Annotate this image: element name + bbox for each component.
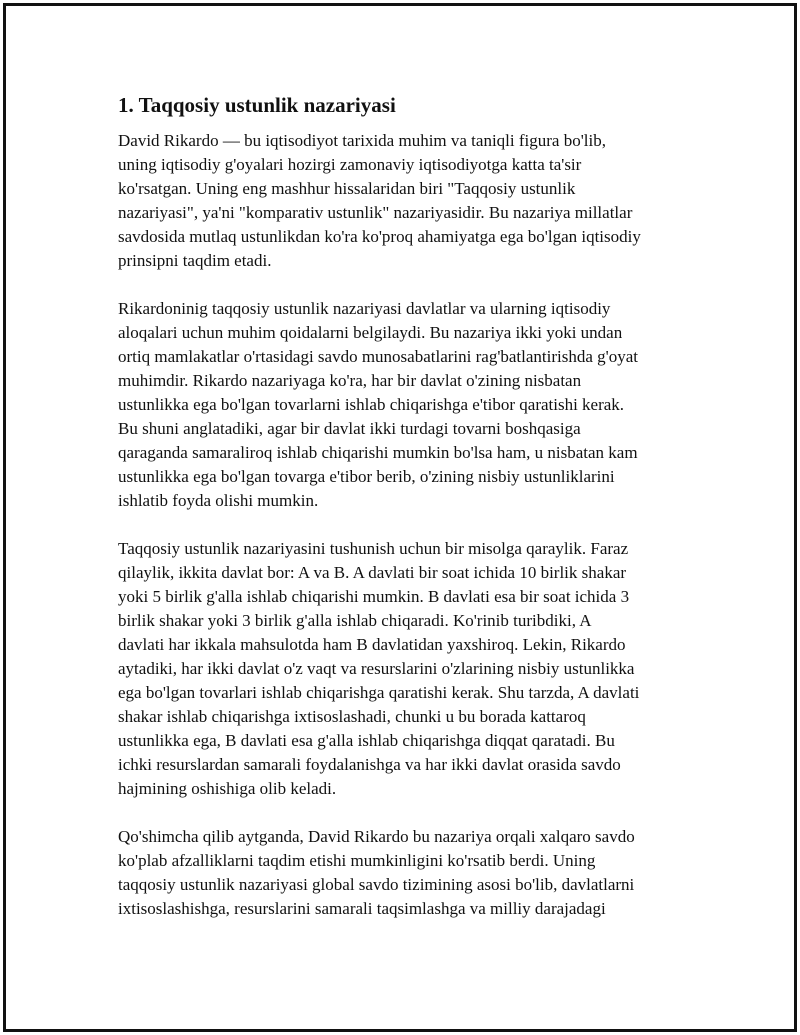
text-line: Bu shuni anglatadiki, agar bir davlat ikki turdagi tovarni boshqasiga (118, 419, 581, 438)
paragraph-intro (118, 129, 686, 273)
text-line: davlati har ikkala mahsulotda ham B davlatidan yaxshiroq. Lekin, Rikardo (118, 635, 626, 654)
paragraph-example (118, 537, 686, 801)
text-line: ko'rsatgan. Uning eng mashhur hissalaridan biri "Taqqosiy ustunlik (118, 179, 576, 198)
text-line: nazariyasi", ya'ni "komparativ ustunlik" nazariyasidir. Bu nazariya millatlar (118, 203, 633, 222)
text-line: aytadiki, har ikki davlat o'z vaqt va resurslarini o'zlarining nisbiy ustunlikka (118, 659, 635, 678)
text-line: ustunlikka ega, B davlati esa g'alla ishlab chiqarishga diqqat qaratadi. Bu (118, 731, 615, 750)
text-line: Qo'shimcha qilib aytganda, David Rikardo bu nazariya orqali xalqaro savdo (118, 827, 635, 846)
text-line: qilaylik, ikkita davlat bor: A va B. A davlati bir soat ichida 10 birlik shakar (118, 563, 627, 582)
document-body (118, 91, 686, 945)
text-line: shakar ishlab chiqarishga ixtisoslashadi, chunki u bu borada kattaroq (118, 707, 586, 726)
text-line: ko'plab afzalliklarni taqdim etishi mumkinligini ko'rsatib berdi. Uning (118, 851, 596, 870)
text-line: uning iqtisodiy g'oyalari hozirgi zamonaviy iqtisodiyotga katta ta'sir (118, 155, 582, 174)
text-line: ega bo'lgan tovarlari ishlab chiqarishga qaratishi kerak. Shu tarzda, A davlati (118, 683, 640, 702)
text-line: birlik shakar yoki 3 birlik g'alla ishlab chiqaradi. Ko'rinib turibdiki, A (118, 611, 592, 630)
text-line: aloqalari uchun muhim qoidalarni belgilaydi. Bu nazariya ikki yoki undan (118, 323, 623, 342)
text-line: taqqosiy ustunlik nazariyasi global savdo tizimining asosi bo'lib, davlatlarni (118, 875, 635, 894)
text-line: ortiq mamlakatlar o'rtasidagi savdo munosabatlarini rag'batlantirishda g'oyat (118, 347, 638, 366)
section-heading: 1. Taqqosiy ustunlik nazariyasi (118, 93, 396, 117)
text-line: ishlatib foyda olishi mumkin. (118, 491, 319, 510)
text-line: ustunlikka ega bo'lgan tovarlarni ishlab chiqarishga e'tibor qaratishi kerak. (118, 395, 625, 414)
text-line: David Rikardo — bu iqtisodiyot tarixida muhim va taniqli figura bo'lib, (118, 131, 606, 150)
text-line: yoki 5 birlik g'alla ishlab chiqarishi mumkin. B davlati esa bir soat ichida 3 (118, 587, 630, 606)
paragraph-theory (118, 297, 686, 513)
text-line: qaraganda samaraliroq ishlab chiqarishi mumkin bo'lsa ham, u nisbatan kam (118, 443, 638, 462)
paragraph-conclusion (118, 825, 686, 921)
text-line: muhimdir. Rikardo nazariyaga ko'ra, har bir davlat o'zining nisbatan (118, 371, 582, 390)
text-line: Taqqosiy ustunlik nazariyasini tushunish uchun bir misolga qaraylik. Faraz (118, 539, 629, 558)
text-line: Rikardoninig taqqosiy ustunlik nazariyasi davlatlar va ularning iqtisodiy (118, 299, 611, 318)
text-line: hajmining oshishiga olib keladi. (118, 779, 337, 798)
text-line: ustunlikka ega bo'lgan tovarga e'tibor berib, o'zining nisbiy ustunliklarini (118, 467, 615, 486)
text-line: savdosida mutlaq ustunlikdan ko'ra ko'proq ahamiyatga ega bo'lgan iqtisodiy (118, 227, 641, 246)
text-line: prinsipni taqdim etadi. (118, 251, 272, 270)
text-line: ichki resurslardan samarali foydalanishga va har ikki davlat orasida savdo (118, 755, 621, 774)
text-line: ixtisoslashishga, resurslarini samarali taqsimlashga va milliy darajadagi (118, 899, 606, 918)
